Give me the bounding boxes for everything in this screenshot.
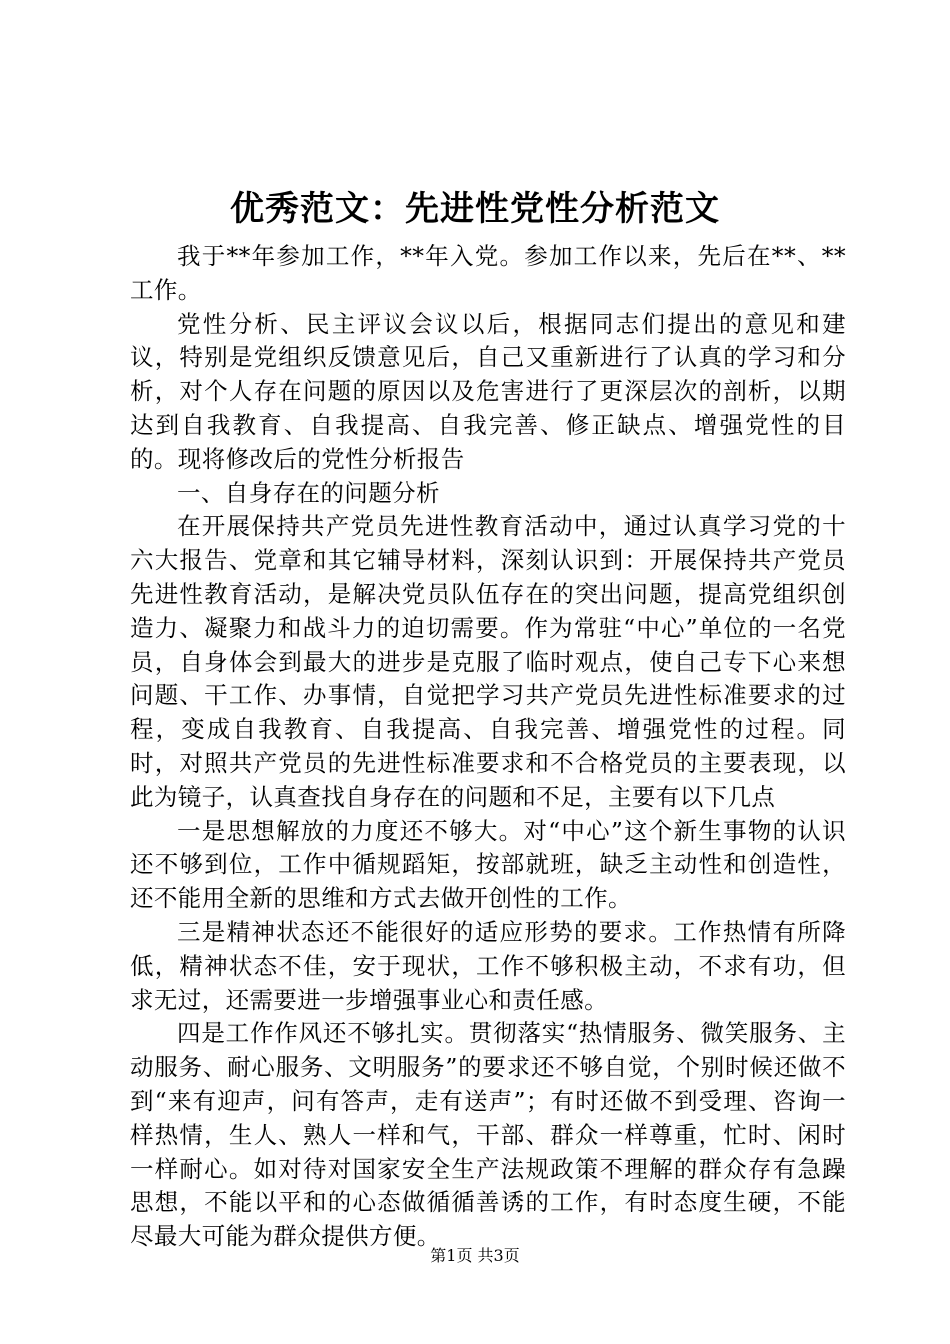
page-footer: 第1页 共3页 — [430, 1246, 520, 1265]
document-body — [130, 240, 846, 1254]
paragraph-analysis: 在开展保持共产党员先进性教育活动中，通过认真学习党的十六大报告、党章和其它辅导材料，深刻认识到：开展保持共产党员先进性教育活动，是解决党员队伍存在的突出问题，提高党组织创造力、凝聚力和战斗力的迫切需要。作为常驻“中心”单位的一名党员，自身体会到最大的进步是克服了临时观点，使自己专下心来想问题、干工作、办事情，自觉把学习共产党员先进性标准要求的过程，变成自我教育、自我提高、自我完善、增强党性的过程。同时，对照共产党员的先进性标准要求和不合格党员的主要表现，以此为镜子，认真查找自身存在的问题和不足，主要有以下几点 — [130, 512, 846, 811]
paragraph-intro: 我于**年参加工作，**年入党。参加工作以来，先后在**、**工作。 — [130, 242, 846, 304]
paragraph-point-one: 一是思想解放的力度还不够大。对“中心”这个新生事物的认识还不够到位，工作中循规蹈矩，按部就班，缺乏主动性和创造性，还不能用全新的思维和方式去做开创性的工作。 — [130, 816, 846, 913]
document-title: 优秀范文：先进性党性分析范文 — [230, 189, 720, 229]
paragraph-purpose: 党性分析、民主评议会议以后，根据同志们提出的意见和建议，特别是党组织反馈意见后，自己又重新进行了认真的学习和分析，对个人存在问题的原因以及危害进行了更深层次的剖析，以期达到自我教育、自我提高、自我完善、修正缺点、增强党性的目的。现将修改后的党性分析报告 — [130, 309, 846, 473]
paragraph-point-four: 四是工作作风还不够扎实。贯彻落实“热情服务、微笑服务、主动服务、耐心服务、文明服务”的要求还不够自觉，个别时候还做不到“来有迎声，问有答声，走有送声”；有时还做不到受理、咨询一样热情，生人、熟人一样和气，干部、群众一样尊重，忙时、闲时一样耐心。如对待对国家安全生产法规政策不理解的群众存有急躁思想，不能以平和的心态做循循善诱的工作，有时态度生硬，不能尽最大可能为群众提供方便。 — [130, 1019, 846, 1251]
section-heading: 一、自身存在的问题分析 — [177, 478, 440, 507]
paragraph-point-three: 三是精神状态还不能很好的适应形势的要求。工作热情有所降低，精神状态不佳，安于现状，工作不够积极主动，不求有功，但求无过，还需要进一步增强事业心和责任感。 — [130, 917, 846, 1014]
